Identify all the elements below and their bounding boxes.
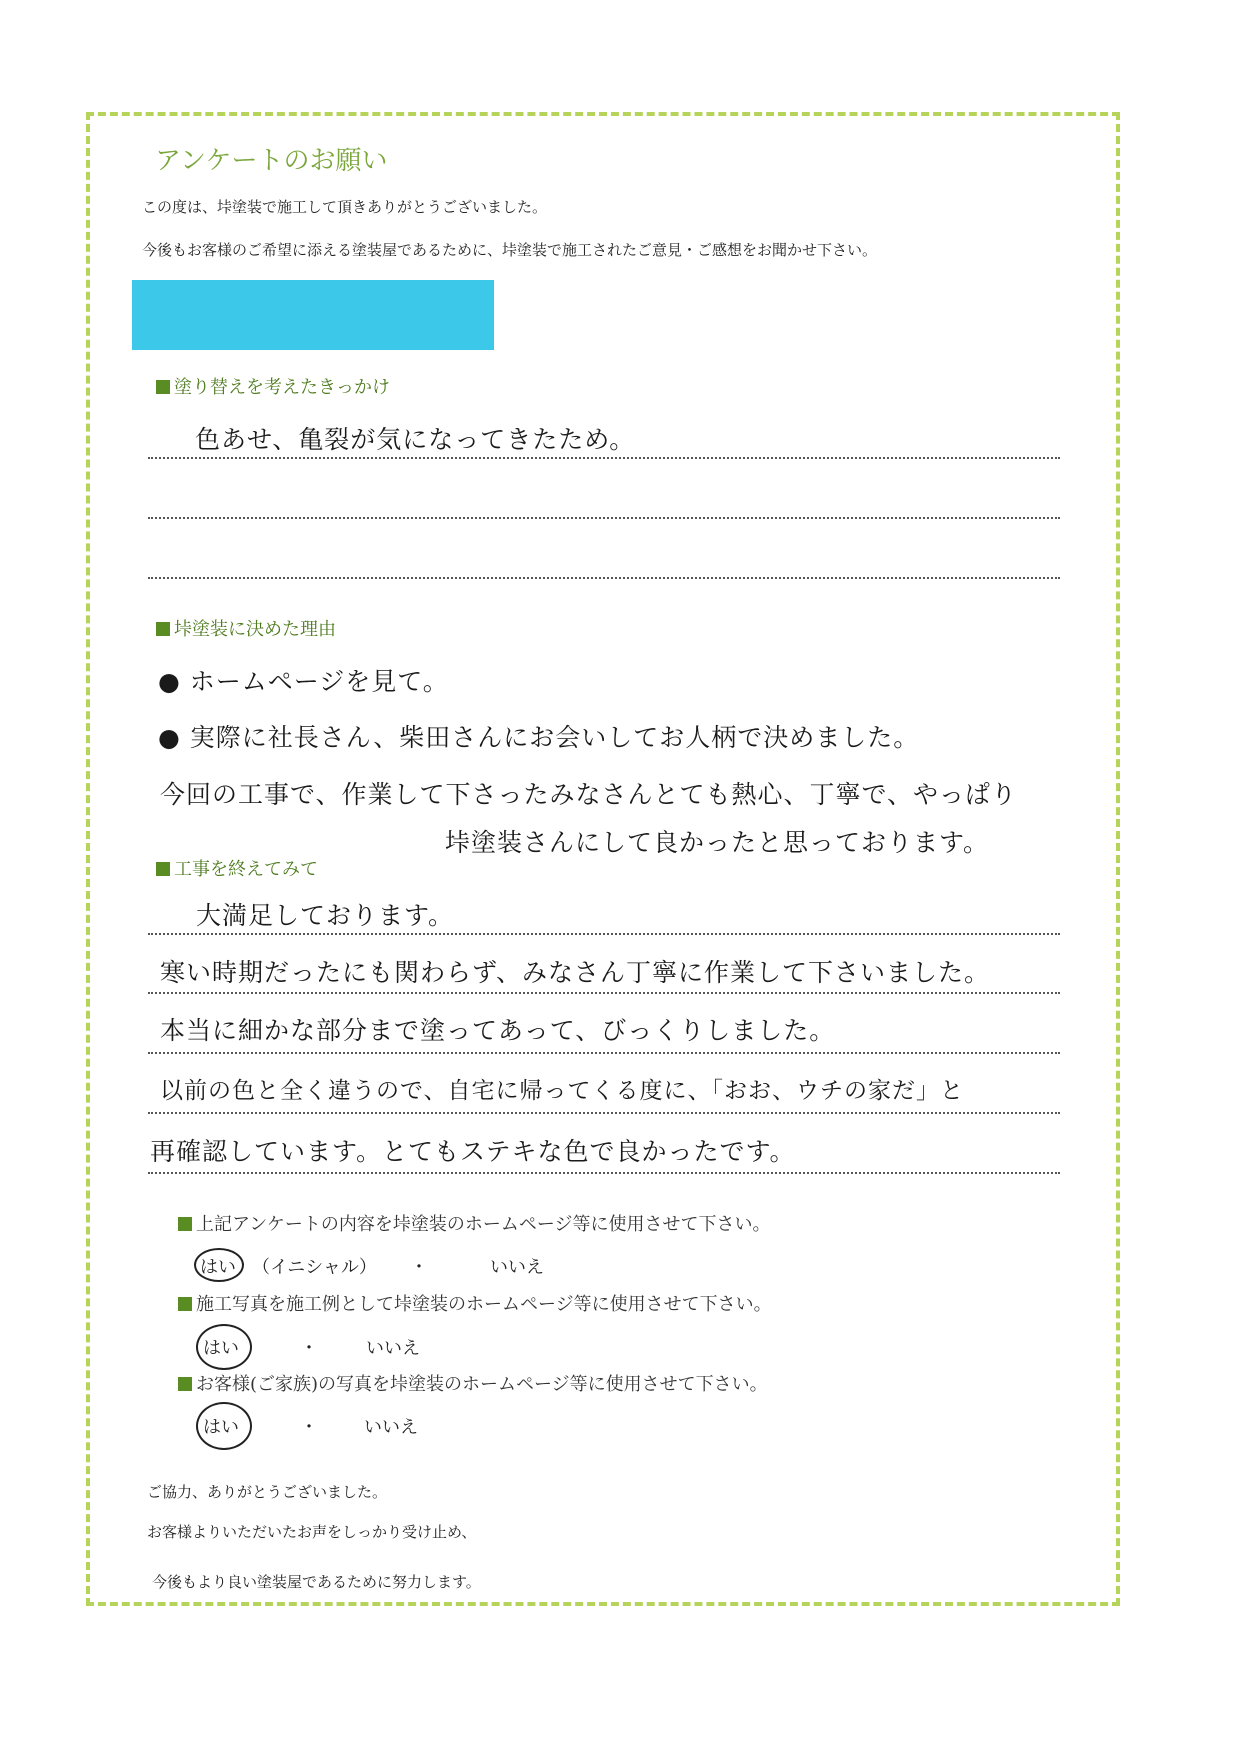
square-bullet-icon bbox=[156, 380, 170, 394]
square-bullet-icon bbox=[156, 862, 170, 876]
page-title: アンケートのお願い bbox=[155, 146, 388, 176]
selected-circle-mark bbox=[194, 1248, 244, 1282]
closing-line-1: ご協力、ありがとうございました。 bbox=[147, 1483, 388, 1501]
redacted-name-box bbox=[132, 280, 494, 350]
permission-q1-note: （イニシャル） bbox=[252, 1257, 377, 1278]
after-line-2: 寒い時期だったにも関わらず、みなさん丁寧に作業して下さいました。 bbox=[160, 958, 991, 987]
bullet-dot-icon: ● bbox=[158, 667, 190, 696]
after-line-5: 再確認しています。とてもステキな色で良かったです。 bbox=[150, 1137, 796, 1166]
writing-line bbox=[148, 577, 1060, 579]
permission-q3-sep: ・ bbox=[300, 1417, 318, 1438]
square-bullet-icon bbox=[178, 1297, 192, 1311]
permission-q2-no[interactable]: いいえ bbox=[366, 1338, 420, 1359]
permission-q3-yes[interactable]: はい bbox=[203, 1417, 239, 1438]
section-heading-trigger bbox=[156, 373, 390, 399]
after-line-4: 以前の色と全く違うので、自宅に帰ってくる度に、「おお、ウチの家だ」と bbox=[160, 1078, 965, 1104]
selected-circle-mark bbox=[196, 1402, 252, 1450]
reason-bullet-1-text: ホームページを見て。 bbox=[189, 667, 449, 696]
permission-q1-label: 上記アンケートの内容を垰塗装のホームページ等に使用させて下さい。 bbox=[196, 1214, 771, 1235]
reason-line-3: 今回の工事で、作業して下さったみなさんとても熱心、丁寧で、やっぱり bbox=[160, 780, 1018, 809]
writing-line bbox=[148, 933, 1060, 935]
reason-bullet-2 bbox=[158, 718, 919, 754]
permission-q2-label: 施工写真を施工例として垰塗装のホームページ等に使用させて下さい。 bbox=[196, 1294, 772, 1315]
intro-line-1: この度は、垰塗装で施工して頂きありがとうございました。 bbox=[142, 198, 548, 216]
permission-q2-sep: ・ bbox=[300, 1338, 318, 1359]
intro-line-2: 今後もお客様のご希望に添える塗装屋であるために、垰塗装で施工されたご意見・ご感想をお聞かせ下さい。 bbox=[142, 241, 878, 259]
permission-q1-yes[interactable]: はい bbox=[200, 1257, 236, 1278]
section-heading-reason bbox=[156, 615, 336, 641]
permission-q3-no[interactable]: いいえ bbox=[364, 1417, 418, 1438]
writing-line bbox=[148, 992, 1060, 994]
reason-bullet-1 bbox=[158, 662, 449, 698]
section-heading-after bbox=[156, 855, 318, 881]
closing-line-2: お客様よりいただいたお声をしっかり受け止め、 bbox=[147, 1523, 477, 1541]
permission-q2-yes[interactable]: はい bbox=[203, 1338, 239, 1359]
permission-q3 bbox=[178, 1370, 768, 1396]
bullet-dot-icon: ● bbox=[158, 723, 190, 752]
writing-line bbox=[148, 457, 1060, 459]
permission-q1 bbox=[178, 1210, 771, 1236]
writing-line bbox=[148, 517, 1060, 519]
permission-q2 bbox=[178, 1290, 772, 1316]
permission-q1-no[interactable]: いいえ bbox=[490, 1257, 544, 1278]
square-bullet-icon bbox=[178, 1377, 192, 1391]
after-line-3: 本当に細かな部分まで塗ってあって、びっくりしました。 bbox=[160, 1016, 836, 1045]
writing-line bbox=[148, 1112, 1060, 1114]
section-heading-after-label: 工事を終えてみて bbox=[174, 859, 318, 880]
writing-line bbox=[148, 1052, 1060, 1054]
reason-bullet-2-text: 実際に社長さん、柴田さんにお会いしてお人柄で決めました。 bbox=[189, 723, 920, 752]
answer-trigger: 色あせ、亀裂が気になってきたため。 bbox=[195, 425, 636, 454]
selected-circle-mark bbox=[196, 1324, 252, 1370]
square-bullet-icon bbox=[156, 622, 170, 636]
after-line-1: 大満足しております。 bbox=[196, 901, 455, 930]
reason-line-4: 垰塗装さんにして良かったと思っております。 bbox=[445, 828, 990, 857]
closing-line-3: 今後もより良い塗装屋であるために努力します。 bbox=[152, 1573, 481, 1591]
section-heading-reason-label: 垰塗装に決めた理由 bbox=[174, 619, 336, 640]
permission-q3-label: お客様(ご家族)の写真を垰塗装のホームページ等に使用させて下さい。 bbox=[196, 1374, 768, 1395]
writing-line bbox=[148, 1172, 1060, 1174]
square-bullet-icon bbox=[178, 1217, 192, 1231]
section-heading-trigger-label: 塗り替えを考えたきっかけ bbox=[174, 377, 390, 398]
permission-q1-sep: ・ bbox=[410, 1257, 428, 1278]
